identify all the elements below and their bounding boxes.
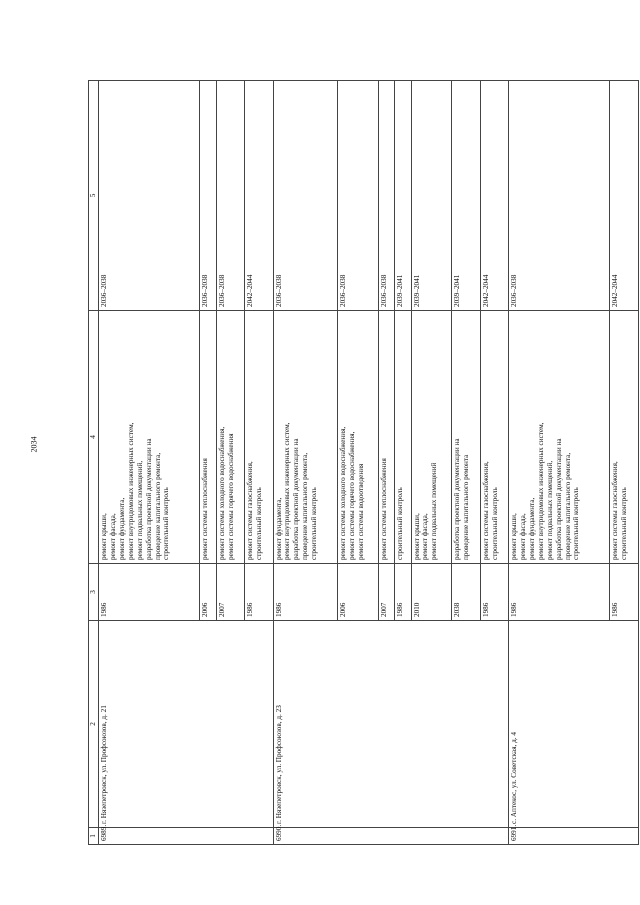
period-cell: 2036–2038 [379,81,395,311]
work-item: ремонт фасада, [518,513,527,560]
work-item: ремонт внутридомовых инженерных систем, [126,422,135,560]
table-body [99,81,639,845]
work-item: проведение капитального ремонта, [301,452,310,560]
period-cell: 2036–2038 [99,81,200,311]
works-cell [395,311,411,564]
works-cell [610,311,639,564]
work-item: строительный контроль [396,487,405,560]
work-item: ремонт внутридомовых инженерных систем, [536,422,545,560]
works-cell [200,311,216,564]
house-address: с. Аптекос, ул. Советская, д. 4 [509,621,639,828]
work-item: ремонт внутридомовых инженерных систем, [283,422,292,560]
house-number: 6990. [273,828,508,845]
work-item: ремонт фундамента, [117,497,126,560]
works-cell [480,311,508,564]
header-col-1: 1 [89,828,99,845]
work-item: ремонт системы газоснабжения, [481,461,490,560]
work-item: ремонт системы газоснабжения, [246,461,255,560]
house-address: г. Нязепетровск, ул. Профсоюзов, д. 21 [99,621,274,828]
period-cell: 2036–2038 [338,81,379,311]
work-item: ремонт системы теплоснабжения [380,458,389,560]
work-item: ремонт подвальных помещений, [545,460,554,560]
work-item: проведение капитального ремонта, [563,452,572,560]
rotated-table-wrapper [88,80,639,845]
work-item: строительный контроль [162,487,171,560]
period-cell: 2039–2041 [395,81,411,311]
header-col-5: 5 [89,81,99,311]
work-item: строительный контроль [255,487,264,560]
works-cell [245,311,273,564]
year-cell: 2007 [379,564,395,621]
year-cell: 2007 [216,564,244,621]
header-col-4: 4 [89,311,99,564]
work-item: ремонт крыши, [510,513,518,560]
year-cell: 2010 [411,564,452,621]
work-item: ремонт системы водоотведения [357,463,366,560]
period-cell: 2036–2038 [216,81,244,311]
work-item: ремонт системы горячего водоснабжения [226,433,235,560]
work-item: ремонт фасада, [108,513,117,560]
capital-repair-table [88,80,639,845]
period-cell: 2039–2041 [452,81,480,311]
work-item: ремонт системы газоснабжения, [611,461,620,560]
year-cell: 2006 [200,564,216,621]
work-item: строительный контроль [620,487,629,560]
year-cell: 1986 [610,564,639,621]
year-cell: 1986 [395,564,411,621]
works-cell [411,311,452,564]
period-cell: 2042–2044 [245,81,273,311]
period-cell: 2042–2044 [610,81,639,311]
work-item: строительный контроль [490,487,499,560]
works-cell [216,311,244,564]
house-number: 6991. [509,828,639,845]
year-cell: 1986 [509,564,610,621]
year-cell: 2038 [452,564,480,621]
work-item: ремонт подвальных помещений [430,462,439,560]
period-cell: 2036–2038 [200,81,216,311]
period-cell: 2039–2041 [411,81,452,311]
table-row [273,81,338,845]
works-cell [273,311,338,564]
year-cell: 2006 [338,564,379,621]
work-item: ремонт системы горячего водоснабжения, [348,431,357,560]
work-item: разработка проектной документации на [292,438,301,560]
table-row [99,81,200,845]
work-item: проведение капитального ремонта [462,454,471,560]
header-row [89,81,99,845]
work-item: ремонт системы холодного водоснабжения, [339,426,348,560]
year-cell: 1986 [273,564,338,621]
works-cell [379,311,395,564]
year-cell: 1986 [245,564,273,621]
work-item: ремонт системы холодного водоснабжения, [217,426,226,560]
header-col-3: 3 [89,564,99,621]
works-cell [338,311,379,564]
page-number: 2034 [29,436,39,453]
work-item: разработка проектной документации на [144,438,153,560]
work-item: ремонт фундамента, [527,497,536,560]
work-item: ремонт крыши, [412,513,421,560]
work-item: ремонт системы теплоснабжения [201,458,210,560]
work-item: разработка проектной документации на [453,438,462,560]
period-cell: 2042–2044 [480,81,508,311]
house-number: 6989. [99,828,274,845]
works-cell [509,311,610,564]
year-cell: 1986 [99,564,200,621]
period-cell: 2036–2038 [509,81,610,311]
work-item: ремонт крыши, [100,513,108,560]
work-item: ремонт подвальных помещений, [135,460,144,560]
works-cell [452,311,480,564]
work-item: строительный контроль [310,487,319,560]
house-address: г. Нязепетровск, ул. Профсоюзов, д. 23 [273,621,508,828]
work-item: ремонт фасада, [421,513,430,560]
year-cell: 1986 [480,564,508,621]
work-item: разработка проектной документации на [554,438,563,560]
work-item: ремонт фундамента, [274,497,283,560]
period-cell: 2036–2038 [273,81,338,311]
work-item: строительный контроль [572,487,581,560]
works-cell [99,311,200,564]
table-row [509,81,610,845]
work-item: проведение капитального ремонта, [153,452,162,560]
header-col-2: 2 [89,621,99,828]
